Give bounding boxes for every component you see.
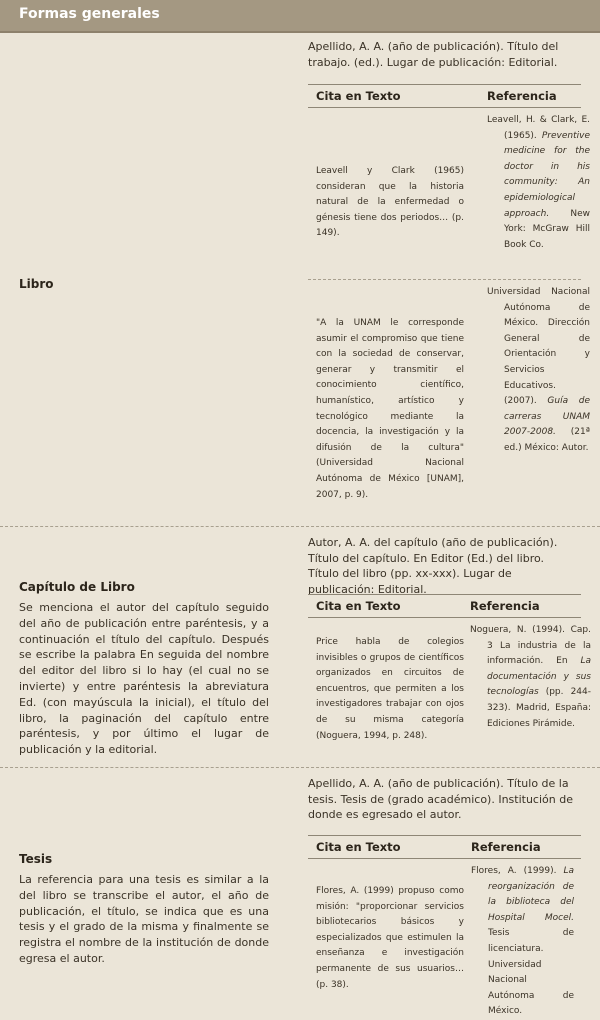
- reference-title: Guía de carreras UNAM 2007-2008.: [504, 396, 590, 438]
- example-table: [308, 594, 591, 768]
- section-divider: [0, 767, 600, 768]
- header-title: Formas generales: [19, 6, 160, 22]
- section-header: [0, 0, 600, 33]
- column-header-ref: Referencia: [487, 89, 557, 103]
- table-row: [308, 280, 590, 520]
- column-header-ref: Referencia: [470, 599, 540, 613]
- column-header-cite: Cita en Texto: [316, 599, 401, 613]
- cite-text: Flores, A. (1999) propuso como misión: "proporcionar servicios bibliotecarios básicos y especializados que estimulen la enseñanza e investigación permanente de sus usuarios…(p. 38).: [316, 886, 464, 990]
- table-row: [308, 108, 590, 280]
- reference-text: [487, 285, 590, 457]
- reference-post: New York: McGraw Hill Book Co.: [504, 208, 590, 250]
- table-header: [308, 84, 581, 108]
- reference-format: Apellido, A. A. (año de publicación). Título de la tesis. Tesis de (grado académico). Institución de donde es egresado el autor.: [308, 777, 573, 821]
- cite-text: "A la UNAM le corresponde asumir el compromiso que tiene con la sociedad de conservar, generar y transmitir el conocimiento científico, humanístico, artístico y tecnológico mediante la docencia, la investigación y la difusión de la cultura" (Universidad Nacional Autónoma de México [UNAM], 2007, p. 9).: [316, 318, 464, 500]
- table-header: [308, 835, 581, 859]
- reference-title: Preventive medicine for the doctor in his community: An epidemiological approach.: [504, 130, 590, 219]
- table-header: [308, 594, 581, 618]
- section-description: La referencia para una tesis es similar a la del libro se transcribe el autor, el año de publicación, el título, se indica que es una tesis y el grado de la misma y finalmente se registra el nombre de la institución de donde egresa el autor.: [19, 873, 269, 965]
- reference-text: [471, 864, 574, 1020]
- reference-text: [487, 113, 590, 253]
- reference-pre: Universidad Nacional Autónoma de México. Dirección General de Orientación y Servicios Educativos. (2007).: [487, 287, 590, 407]
- reference-post: Tesis de licenciatura. Universidad Nacional Autónoma de México.: [488, 928, 574, 1017]
- section-title: Tesis: [19, 852, 53, 866]
- section-divider: [0, 526, 600, 527]
- cite-text: Leavell y Clark (1965) consideran que la historia natural de la enfermedad o génesis tiene dos periodos… (p. 149).: [316, 166, 464, 239]
- reference-pre: Flores, A. (1999).: [471, 866, 564, 876]
- reference-pre: Leavell, H. & Clark, E. (1965).: [487, 115, 590, 141]
- section-title: Capítulo de Libro: [19, 580, 135, 594]
- cite-text: Price habla de colegios invisibles o grupos de científicos organizados en circuitos de encuentros, que permiten a los investigadores trabajar con ojos de su misma categoría (Noguera, 1994, p. 248).: [316, 637, 464, 741]
- column-header-ref: Referencia: [471, 840, 541, 854]
- example-table: [308, 84, 590, 520]
- table-row: [308, 618, 591, 768]
- table-row: [308, 859, 581, 1017]
- reference-title: La reorganización de la biblioteca del Hospital Mocel.: [488, 866, 574, 923]
- reference-title: La documentación y sus tecnologías: [487, 656, 591, 698]
- section-title: Libro: [19, 277, 54, 291]
- column-header-cite: Cita en Texto: [316, 89, 401, 103]
- reference-post: (21ª ed.) México: Autor.: [504, 427, 590, 453]
- reference-text: [470, 623, 591, 732]
- column-header-cite: Cita en Texto: [316, 840, 401, 854]
- reference-format: Autor, A. A. del capítulo (año de publicación). Título del capítulo. En Editor (Ed.) del libro. Título del libro (pp. xx-xxx). Lugar de publicación: Editorial.: [308, 536, 558, 596]
- reference-post: (pp. 244-323). Madrid, España: Ediciones Pirámide.: [487, 687, 591, 729]
- section-description: Se menciona el autor del capítulo seguido del año de publicación entre paréntesis, y a continuación el título del capítulo. Después se escribe la palabra En seguida del nombre del editor del libro si lo hay (el cual no se invierte) y entre paréntesis la abreviatura Ed. (con mayúscula la inicial), el título del libro, la paginación del capítulo entre paréntesis, y por último el lugar de publicación y la editorial.: [19, 601, 269, 757]
- reference-pre: Noguera, N. (1994). Cap. 3 La industria de la información. En: [470, 625, 591, 667]
- reference-format: Apellido, A. A. (año de publicación). Título del trabajo. (ed.). Lugar de publicación: Editorial.: [308, 40, 559, 69]
- example-table: [308, 835, 581, 1017]
